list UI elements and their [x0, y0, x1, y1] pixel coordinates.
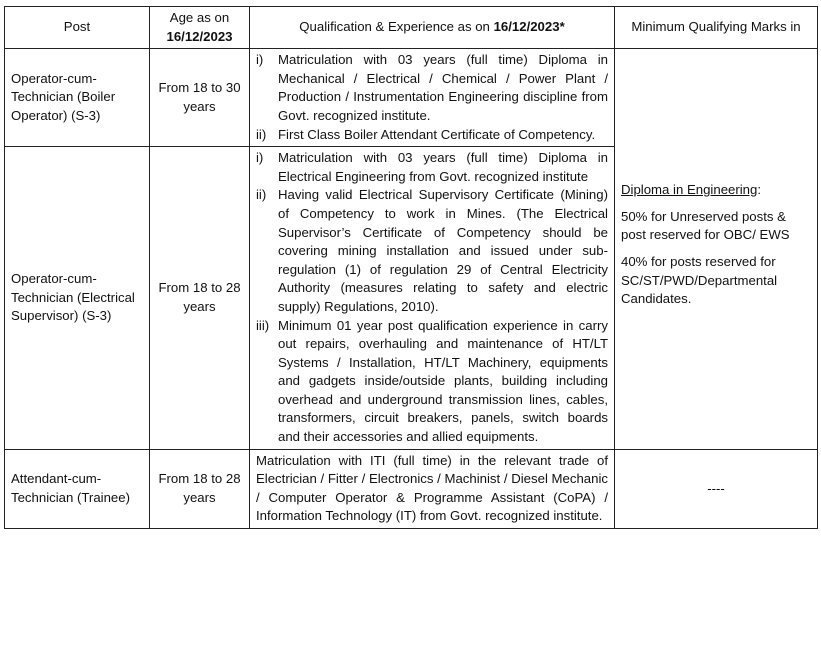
item-text: Having valid Electrical Supervisory Certificate (Mining) of Competency to work in Mines. (The Electrical Supervisor’s Certificate of Competency should be covering mining installation and issued under sub-regulation (1) of regulation 29 of Central Electricity Authority (measures relating to safety and electric supply) Regulations, 2010). — [278, 187, 608, 314]
minimum-marks-cell — [615, 49, 818, 449]
qualification-cell: Matriculation with ITI (full time) in the relevant trade of Electrician / Fitter / Electronics / Machinist / Diesel Mechanic / Computer Operator & Programme Assistant (CoPA) / Information Technology (IT) from Govt. recognized institute. — [250, 449, 615, 528]
header-qualification-date: 16/12/2023* — [493, 19, 565, 35]
minimum-marks-cell: ---- — [615, 449, 818, 528]
header-qualification — [250, 7, 615, 49]
item-text: First Class Boiler Attendant Certificate of Competency. — [278, 126, 596, 142]
item-text: Matriculation with 03 years (full time) Diploma in Electrical Engineering from Govt. recognized institute — [278, 150, 608, 184]
item-number: ii) — [256, 126, 267, 142]
marks-reserved: 40% for posts reserved for SC/ST/PWD/Departmental Candidates. — [621, 253, 778, 307]
item-text: Minimum 01 year post qualification experience in carry out repairs, overhauling and maintenance of HT/LT Systems / Installation, HT/LT Machinery, equipments and gadgets inside/outside plants, building including overhead and underground transmission lines, cables, transformers, circuit breakers, panels, switch boards and their accessories and allied equipments. — [278, 317, 608, 445]
qualification-cell — [250, 147, 615, 450]
recruitment-eligibility-table — [4, 6, 818, 529]
table-row — [5, 49, 818, 147]
item-number: ii) — [256, 187, 267, 203]
marks-heading — [621, 181, 811, 200]
qualification-item — [256, 126, 608, 145]
item-number: i) — [256, 52, 264, 68]
header-row — [5, 7, 818, 49]
qualification-item — [256, 186, 608, 316]
qualification-item — [256, 149, 608, 186]
marks-heading-text: Diploma in Engineering — [621, 182, 758, 198]
age-cell: From 18 to 28 years — [150, 449, 250, 528]
qualification-item — [256, 317, 608, 447]
item-text: Matriculation with 03 years (full time) Diploma in Mechanical / Electrical / Chemical / Power Plant / Production / Instrumentation Engineering discipline from Govt. recognized institute. — [278, 52, 608, 123]
post-cell: Operator-cum-Technician (Electrical Supervisor) (S-3) — [5, 147, 150, 450]
age-cell: From 18 to 28 years — [150, 147, 250, 450]
item-number: iii) — [256, 317, 270, 333]
header-age-label: Age as on — [169, 10, 230, 25]
header-age-date: 16/12/2023 — [166, 28, 233, 44]
header-marks: Minimum Qualifying Marks in — [615, 7, 818, 49]
marks-unreserved: 50% for Unreserved posts & post reserved for OBC/ EWS — [621, 208, 790, 243]
table-row — [5, 449, 818, 528]
qualification-cell — [250, 49, 615, 147]
age-cell: From 18 to 30 years — [150, 49, 250, 147]
post-cell: Attendant-cum-Technician (Trainee) — [5, 449, 150, 528]
qualification-item — [256, 51, 608, 125]
post-cell: Operator-cum-Technician (Boiler Operator) (S-3) — [5, 49, 150, 147]
header-post: Post — [5, 7, 150, 49]
marks-heading-colon: : — [757, 182, 762, 198]
item-number: i) — [256, 150, 264, 166]
header-age — [150, 7, 250, 49]
header-qualification-label: Qualification & Experience as on — [299, 19, 494, 35]
